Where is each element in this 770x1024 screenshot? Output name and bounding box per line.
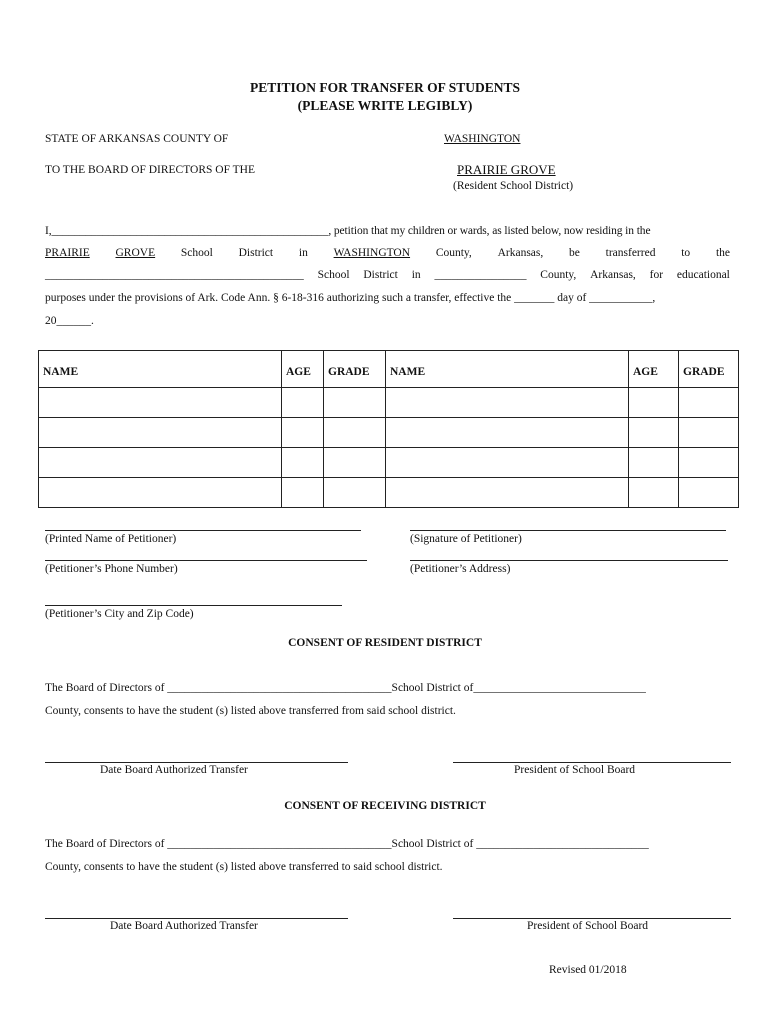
word: WASHINGTON — [333, 247, 411, 259]
word: District — [363, 269, 398, 281]
district-caption: (Resident School District) — [453, 180, 574, 192]
table-cell[interactable] — [386, 478, 629, 508]
resident-consent-heading: CONSENT OF RESIDENT DISTRICT — [288, 637, 482, 649]
word: be — [569, 247, 580, 259]
state-county-label: STATE OF ARKANSAS COUNTY OF — [45, 133, 229, 145]
address-label: (Petitioner’s Address) — [410, 563, 511, 575]
word: County, — [540, 269, 577, 281]
column-header-grade: GRADE — [324, 351, 386, 388]
county-value[interactable]: WASHINGTON — [444, 133, 521, 145]
table-cell[interactable] — [679, 478, 739, 508]
petition-line-4: purposes under the provisions of Ark. Code Ann. § 6-18-316 authorizing such a transfer, effective the _______ day of ___________, — [45, 292, 656, 304]
word: in — [298, 247, 308, 259]
district-value[interactable]: PRAIRIE GROVE — [457, 162, 556, 177]
table-cell[interactable] — [39, 388, 282, 418]
table-row — [39, 418, 739, 448]
table-cell[interactable] — [324, 478, 386, 508]
table-cell[interactable] — [282, 388, 324, 418]
table-cell[interactable] — [324, 418, 386, 448]
table-cell[interactable] — [39, 478, 282, 508]
table-cell[interactable] — [324, 448, 386, 478]
table-cell[interactable] — [386, 448, 629, 478]
form-title: PETITION FOR TRANSFER OF STUDENTS — [249, 80, 521, 95]
word: the — [715, 247, 730, 259]
petition-line-2 — [45, 247, 730, 259]
printed-name-label: (Printed Name of Petitioner) — [45, 533, 177, 545]
word: PRAIRIE — [45, 247, 90, 259]
printed-name-line[interactable] — [45, 530, 361, 531]
column-header-name: NAME — [39, 351, 282, 388]
student-table — [38, 350, 739, 508]
resident-president-label: President of School Board — [514, 764, 636, 776]
resident-date-label: Date Board Authorized Transfer — [100, 764, 248, 776]
receiving-president-label: President of School Board — [527, 920, 649, 932]
petition-line-5: 20______. — [45, 315, 94, 327]
table-cell[interactable] — [324, 388, 386, 418]
table-cell[interactable] — [386, 418, 629, 448]
word: Arkansas, — [497, 247, 544, 259]
table-header-row — [39, 351, 739, 388]
word: County, — [435, 247, 472, 259]
word: District — [238, 247, 274, 259]
table-cell[interactable] — [629, 388, 679, 418]
word: for — [649, 269, 664, 281]
phone-line[interactable] — [45, 560, 367, 561]
column-header-age: AGE — [629, 351, 679, 388]
table-row — [39, 448, 739, 478]
blank-field[interactable]: ________________ — [434, 269, 527, 281]
city-zip-label: (Petitioner’s City and Zip Code) — [45, 608, 194, 620]
table-row — [39, 388, 739, 418]
table-cell[interactable] — [282, 448, 324, 478]
word: educational — [676, 269, 730, 281]
word: to — [681, 247, 691, 259]
board-label: TO THE BOARD OF DIRECTORS OF THE — [45, 164, 256, 176]
signature-line[interactable] — [410, 530, 726, 531]
receiving-consent-heading: CONSENT OF RECEIVING DISTRICT — [284, 800, 486, 812]
word: GROVE — [115, 247, 156, 259]
resident-consent-line-2: County, consents to have the student (s) listed above transferred from said school district. — [45, 705, 456, 717]
revised-date: Revised 01/2018 — [549, 964, 627, 976]
word: Arkansas, — [590, 269, 636, 281]
table-cell[interactable] — [386, 388, 629, 418]
petition-line-3 — [45, 269, 730, 281]
city-zip-line[interactable] — [45, 605, 342, 606]
petition-line-1: I,_________________________________________________, petition that my children or wards, as listed below, now residing in the — [45, 225, 651, 237]
signature-label: (Signature of Petitioner) — [410, 533, 522, 545]
table-cell[interactable] — [679, 448, 739, 478]
word: School — [317, 269, 350, 281]
receiving-date-line[interactable] — [45, 918, 348, 919]
column-header-grade: GRADE — [679, 351, 739, 388]
table-cell[interactable] — [629, 478, 679, 508]
resident-consent-line-1: The Board of Directors of _______________________________________School District of______________________________ — [45, 682, 646, 694]
table-cell[interactable] — [679, 418, 739, 448]
table-row — [39, 478, 739, 508]
table-cell[interactable] — [629, 448, 679, 478]
table-cell[interactable] — [679, 388, 739, 418]
word: in — [411, 269, 421, 281]
receiving-date-label: Date Board Authorized Transfer — [110, 920, 258, 932]
table-cell[interactable] — [629, 418, 679, 448]
table-cell[interactable] — [39, 448, 282, 478]
table-cell[interactable] — [282, 418, 324, 448]
form-subtitle: (PLEASE WRITE LEGIBLY) — [297, 98, 473, 113]
phone-label: (Petitioner’s Phone Number) — [45, 563, 178, 575]
column-header-name: NAME — [386, 351, 629, 388]
word: School — [180, 247, 213, 259]
address-line[interactable] — [410, 560, 728, 561]
word: transferred — [605, 247, 656, 259]
resident-president-line[interactable] — [453, 762, 731, 763]
resident-date-line[interactable] — [45, 762, 348, 763]
column-header-age: AGE — [282, 351, 324, 388]
receiving-consent-line-2: County, consents to have the student (s) listed above transferred to said school district. — [45, 861, 443, 873]
blank-field[interactable]: _____________________________________________ — [45, 269, 304, 281]
receiving-consent-line-1: The Board of Directors of _______________________________________School District of ______________________________ — [45, 838, 649, 850]
table-cell[interactable] — [39, 418, 282, 448]
receiving-president-line[interactable] — [453, 918, 731, 919]
table-cell[interactable] — [282, 478, 324, 508]
